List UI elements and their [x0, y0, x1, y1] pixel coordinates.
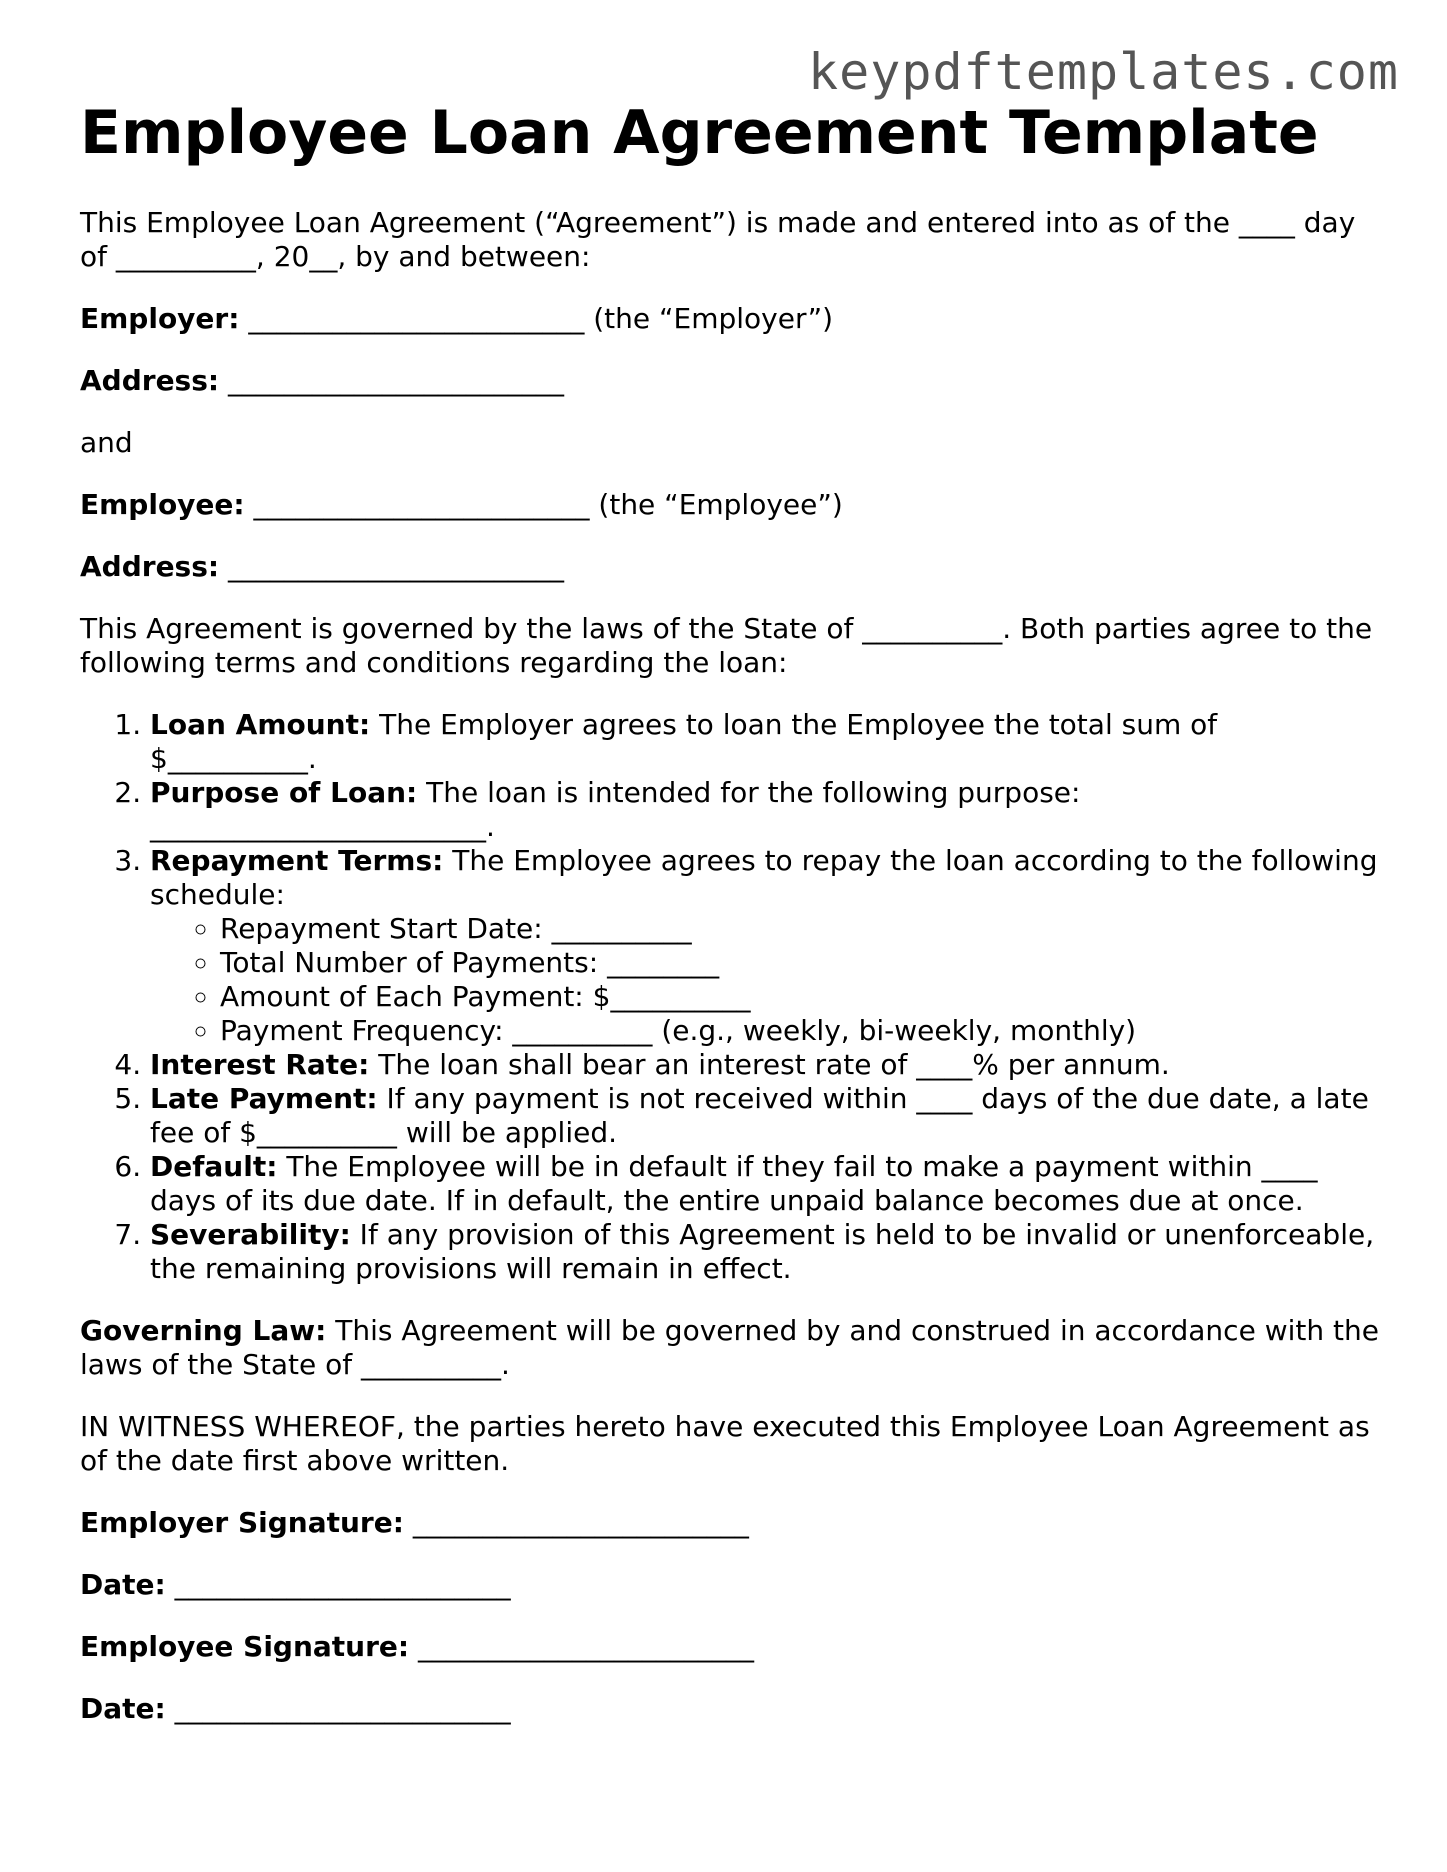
- term-label: Late Payment:: [150, 1082, 378, 1115]
- employee-signature-label: Employee Signature:: [80, 1630, 410, 1663]
- term-late-payment: [150, 1082, 1380, 1150]
- employee-signature-line: [80, 1630, 1380, 1664]
- repayment-number-of-payments: ◦ Total Number of Payments: ________: [220, 946, 1380, 980]
- employer-signature-field: ________________________: [403, 1506, 749, 1539]
- employee-date-field: ________________________: [165, 1692, 511, 1725]
- term-interest-rate: [150, 1048, 1380, 1082]
- terms-list: [80, 708, 1380, 1286]
- employee-line: [80, 488, 1380, 522]
- employee-signature-field: ________________________: [409, 1630, 755, 1663]
- repayment-frequency: ◦ Payment Frequency: __________ (e.g., weekly, bi-weekly, monthly): [220, 1014, 1380, 1048]
- term-default: [150, 1150, 1380, 1218]
- employee-date-line: [80, 1692, 1380, 1726]
- term-text: The Employee agrees to repay the loan according to the following schedule:: [150, 844, 1378, 911]
- repayment-schedule-list: [150, 912, 1380, 1048]
- employee-address-label: Address:: [80, 550, 220, 583]
- term-label: Purpose of Loan:: [150, 776, 418, 809]
- repayment-payment-amount: ◦ Amount of Each Payment: $__________: [220, 980, 1380, 1014]
- term-purpose: [150, 776, 1380, 844]
- term-severability: [150, 1218, 1380, 1286]
- governing-law-label: Governing Law:: [80, 1314, 327, 1347]
- term-text: If any provision of this Agreement is held to be invalid or unenforceable, the remaining provisions will remain in effect.: [150, 1218, 1375, 1285]
- term-loan-amount: [150, 708, 1380, 776]
- employer-line: [80, 302, 1380, 336]
- term-label: Repayment Terms:: [150, 844, 444, 877]
- term-label: Severability:: [150, 1218, 351, 1251]
- employer-address-line: [80, 364, 1380, 398]
- employer-signature-line: [80, 1506, 1380, 1540]
- employee-address-line: [80, 550, 1380, 584]
- term-text: If any payment is not received within ____ days of the due date, a late fee of $__________ will be applied.: [150, 1082, 1369, 1149]
- employer-date-field: ________________________: [165, 1568, 511, 1601]
- governed-intro-paragraph: This Agreement is governed by the laws of the State of __________. Both parties agree to the following terms and conditions regarding the loan:: [80, 612, 1373, 679]
- governing-law-text: This Agreement will be governed by and construed in accordance with the laws of the State of __________.: [80, 1314, 1379, 1381]
- employee-field: ________________________ (the “Employee”): [244, 488, 843, 521]
- term-label: Interest Rate:: [150, 1048, 370, 1081]
- term-repayment: [150, 844, 1380, 1048]
- employee-date-label: Date:: [80, 1692, 166, 1725]
- term-label: Loan Amount:: [150, 708, 371, 741]
- watermark: keypdftemplates.com: [808, 43, 1399, 101]
- term-text: The loan is intended for the following purpose: ________________________.: [150, 776, 1081, 843]
- employer-label: Employer:: [80, 302, 240, 335]
- term-label: Default:: [150, 1150, 278, 1183]
- repayment-start-date: ◦ Repayment Start Date: __________: [220, 912, 1380, 946]
- term-text: The Employee will be in default if they fail to make a payment within ____ days of its due date. If in default, the entire unpaid balance becomes due at once.: [150, 1150, 1318, 1217]
- employee-label: Employee:: [80, 488, 245, 521]
- employer-field: ________________________ (the “Employer”): [239, 302, 834, 335]
- governing-law-paragraph: [80, 1314, 1380, 1382]
- and-text: and: [80, 426, 133, 459]
- term-text: The loan shall bear an interest rate of ____% per annum.: [369, 1048, 1170, 1081]
- witness-paragraph: IN WITNESS WHEREOF, the parties hereto have executed this Employee Loan Agreement as of the date first above written.: [80, 1410, 1370, 1477]
- employer-address-field: ________________________: [219, 364, 564, 397]
- document-page: [80, 100, 1380, 1754]
- employee-address-field: ________________________: [219, 550, 564, 583]
- intro-paragraph: This Employee Loan Agreement (“Agreement”) is made and entered into as of the ____ day of __________, 20__, by and between:: [80, 206, 1356, 273]
- employer-date-line: [80, 1568, 1380, 1602]
- term-text: The Employer agrees to loan the Employee the total sum of $__________.: [150, 708, 1218, 775]
- employer-date-label: Date:: [80, 1568, 166, 1601]
- document-title: Employee Loan Agreement Template: [80, 98, 1319, 168]
- employer-address-label: Address:: [80, 364, 220, 397]
- employer-signature-label: Employer Signature:: [80, 1506, 404, 1539]
